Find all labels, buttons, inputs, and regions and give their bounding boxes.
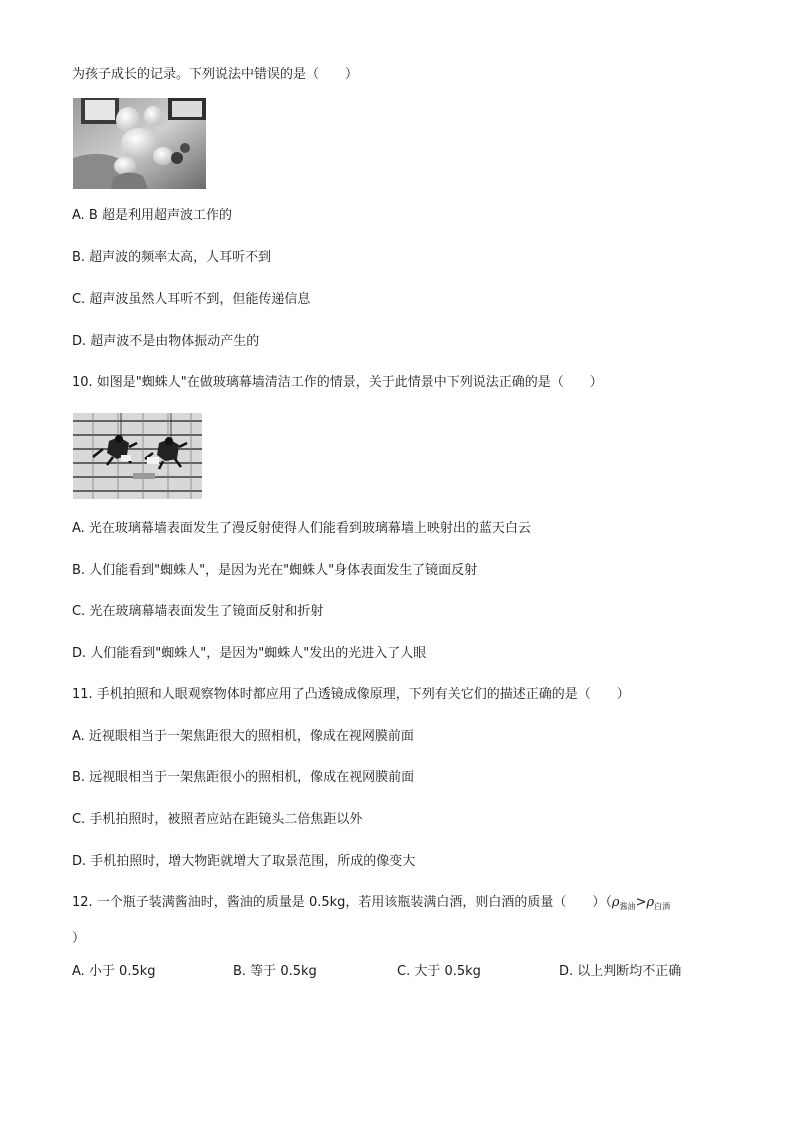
q12-stem-text: 12. 一个瓶子装满酱油时，酱油的质量是 0.5kg，若用该瓶装满白酒，则白酒的质量（ ）（: [72, 895, 612, 910]
q10-option-c: C. 光在玻璃幕墙表面发生了镜面反射和折射: [72, 604, 324, 619]
q12-option-c: C. 大于 0.5kg: [397, 964, 481, 979]
q9-stem: 为孩子成长的记录。下列说法中错误的是（ ）: [72, 67, 359, 82]
spiderman-window-cleaning-figure: [73, 413, 202, 499]
greater-than-symbol: >: [635, 895, 647, 910]
q12-options-row: [72, 963, 732, 981]
q9-option-b: B. 超声波的频率太高，人耳听不到: [72, 250, 272, 265]
q11-option-a: A. 近视眼相当于一架焦距很大的照相机，像成在视网膜前面: [72, 729, 414, 744]
q11-option-b: B. 远视眼相当于一架焦距很小的照相机，像成在视网膜前面: [72, 770, 415, 785]
rho-symbol: ρ: [611, 895, 620, 910]
q10-option-a: A. 光在玻璃幕墙表面发生了漫反射使得人们能看到玻璃幕墙上映射出的蓝天白云: [72, 521, 531, 536]
q12-option-a: A. 小于 0.5kg: [72, 964, 156, 979]
rho-subscript-liquor: 白酒: [654, 902, 671, 911]
q9-option-a: A. B 超是利用超声波工作的: [72, 208, 232, 223]
q10-option-b: B. 人们能看到"蜘蛛人"，是因为光在"蜘蛛人"身体表面发生了镜面反射: [72, 563, 478, 578]
q12-stem: [72, 894, 670, 916]
q12-option-d: D. 以上判断均不正确: [559, 964, 682, 979]
rho-subscript-soy-sauce: 酱油: [619, 902, 636, 911]
q10-stem: 10. 如图是"蜘蛛人"在做玻璃幕墙清洁工作的情景，关于此情景中下列说法正确的是（ ）: [72, 375, 603, 390]
q12-stem-close: ）: [72, 931, 86, 946]
q10-option-d: D. 人们能看到"蜘蛛人"，是因为"蜘蛛人"发出的光进入了人眼: [72, 646, 427, 661]
q11-stem: 11. 手机拍照和人眼观察物体时都应用了凸透镜成像原理，下列有关它们的描述正确的是（ ）: [72, 687, 630, 702]
q12-option-b: B. 等于 0.5kg: [233, 964, 317, 979]
q11-option-d: D. 手机拍照时，增大物距就增大了取景范围，所成的像变大: [72, 854, 416, 869]
q9-option-d: D. 超声波不是由物体振动产生的: [72, 334, 260, 349]
q9-option-c: C. 超声波虽然人耳听不到，但能传递信息: [72, 292, 311, 307]
rho-symbol-2: ρ: [646, 895, 655, 910]
q11-option-c: C. 手机拍照时，被照者应站在距镜头二倍焦距以外: [72, 812, 363, 827]
ultrasound-figure: [73, 98, 206, 189]
